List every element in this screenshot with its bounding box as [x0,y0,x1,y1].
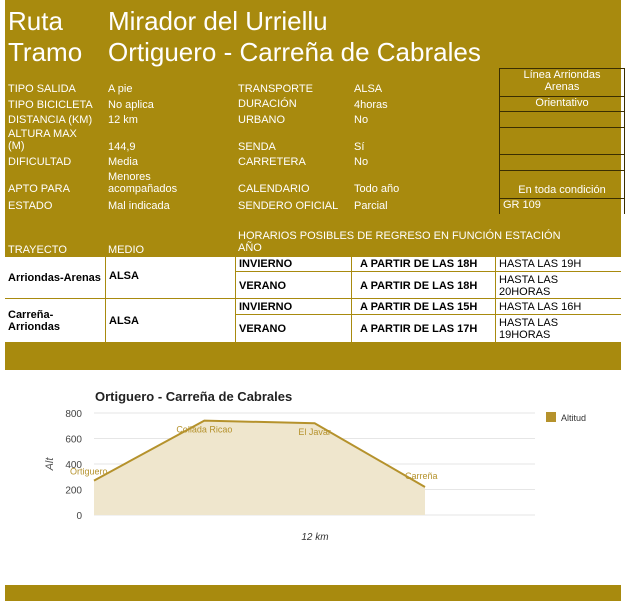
route-1-trayecto: Arriondas-Arenas [8,271,101,284]
route-2-medio: ALSA [105,299,235,342]
orientativo-text: Orientativo [535,97,589,109]
carretera-label: CARRETERA [238,156,306,168]
route-2-trayecto: Carreña- Arriondas [8,308,60,333]
legend-swatch [546,412,556,422]
sendero-oficial-value: Parcial [354,200,388,212]
dificultad-label: DIFICULTAD [8,156,72,168]
waypoint-label: Carreña [405,470,438,481]
route-2-invierno-row [235,299,621,314]
linea-text-line1: Línea Arriondas [523,69,601,81]
chart-y-ticks [65,409,82,522]
legend-label: Altitud [561,413,587,423]
y-tick-label: 600 [65,434,82,446]
route-1-invierno-desde: A PARTIR DE LAS 18H [351,257,495,271]
footer-band [5,585,621,601]
separator-band [5,342,621,370]
orientativo-box [499,96,625,111]
elevation-chart-panel [5,370,621,585]
condicion-text: En toda condición [518,184,606,196]
y-tick-label: 400 [65,460,82,471]
urbano-label: URBANO [238,114,286,126]
route-2-invierno-hasta: HASTA LAS 16H [495,299,621,314]
tramo-label: Tramo [8,37,83,67]
route-1-verano-hasta: HASTA LAS 20HORAS [495,272,621,299]
tramo-value: Ortiguero - Carreña de Cabrales [108,37,481,67]
route-header [5,0,621,68]
altura-max-value: 144,9 [108,141,136,153]
route-2-verano-row [235,314,621,343]
tipo-salida-value: A pie [108,83,133,95]
elevation-chart [5,370,621,585]
altura-max-label: ALTURA MAX [8,128,77,140]
urbano-box [499,111,625,127]
altitude-area [94,421,425,515]
chart-ylabel: Alt [44,457,56,471]
route-2-verano-season: VERANO [235,315,351,343]
route-2-verano-desde: A PARTIR DE LAS 17H [351,315,495,343]
waypoint-label: Collada Ricao [176,424,233,435]
carretera-box [499,154,625,170]
condicion-box [499,170,625,198]
linea-text-line2: Arenas [544,81,580,93]
estado-label: ESTADO [8,200,53,212]
waypoint-label: Ortiguero [70,466,108,477]
gr-box [499,198,625,214]
senda-value: Sí [354,141,365,153]
ruta-label: Ruta [8,6,63,36]
tipo-bicicleta-label: TIPO BICICLETA [8,99,93,111]
sendero-oficial-label: SENDERO OFICIAL [238,200,339,212]
route-1-verano-desde: A PARTIR DE LAS 18H [351,272,495,299]
route-1-verano-season: VERANO [235,272,351,299]
route-1-invierno-row [235,257,621,271]
route-1-invierno-season: INVIERNO [235,257,351,271]
senda-label: SENDA [238,141,276,153]
route-info-panel [5,68,621,214]
horarios-header-line1: HORARIOS POSIBLES DE REGRESO EN FUNCIÓN ESTACIÓN [238,230,561,242]
distancia-value: 12 km [108,114,138,126]
apto-para-label: APTO PARA [8,183,70,195]
linea-box [499,68,625,96]
chart-series [94,421,425,515]
horarios-header-line2: AÑO [238,242,262,254]
schedule-table [5,214,621,342]
waypoint-label: El Javar [298,427,331,438]
route-2-invierno-season: INVIERNO [235,299,351,314]
chart-xlabel: 12 km [301,532,329,543]
route-2-invierno-desde: A PARTIR DE LAS 15H [351,299,495,314]
y-tick-label: 200 [65,485,82,497]
transporte-label: TRANSPORTE [238,83,313,95]
chart-title: Ortiguero - Carreña de Cabrales [95,389,293,404]
carretera-value: No [354,156,369,168]
estado-value: Mal indicada [108,200,170,212]
route-1-medio: ALSA [105,257,235,298]
duracion-label: DURACIÓN [238,98,297,110]
gr-text: GR 109 [503,199,541,211]
route-row-1 [5,256,621,298]
route-1-invierno-hasta: HASTA LAS 19H [495,257,621,271]
calendario-label: CALENDARIO [238,183,310,195]
distancia-label: DISTANCIA (KM) [8,114,93,126]
transporte-value: ALSA [354,83,383,95]
altura-box [499,127,625,154]
calendario-value: Todo año [354,183,400,195]
urbano-value: No [354,114,369,126]
dificultad-value: Media [108,156,138,168]
y-tick-label: 800 [65,409,82,420]
duracion-value: 4horas [354,99,388,111]
tipo-bicicleta-value: No aplica [108,99,154,111]
route-row-2 [5,298,621,342]
apto-para-value-line2: acompañados [108,183,178,195]
y-tick-label: 0 [76,511,82,522]
route-2-verano-hasta: HASTA LAS 19HORAS [495,315,621,343]
medio-header: MEDIO [108,244,145,256]
altura-max-unit: (M) [8,140,25,152]
tipo-salida-label: TIPO SALIDA [8,83,76,95]
trayecto-header: TRAYECTO [8,244,67,256]
ruta-value: Mirador del Urriellu [108,6,328,36]
apto-para-value-line1: Menores [108,171,151,183]
route-1-verano-row [235,271,621,299]
